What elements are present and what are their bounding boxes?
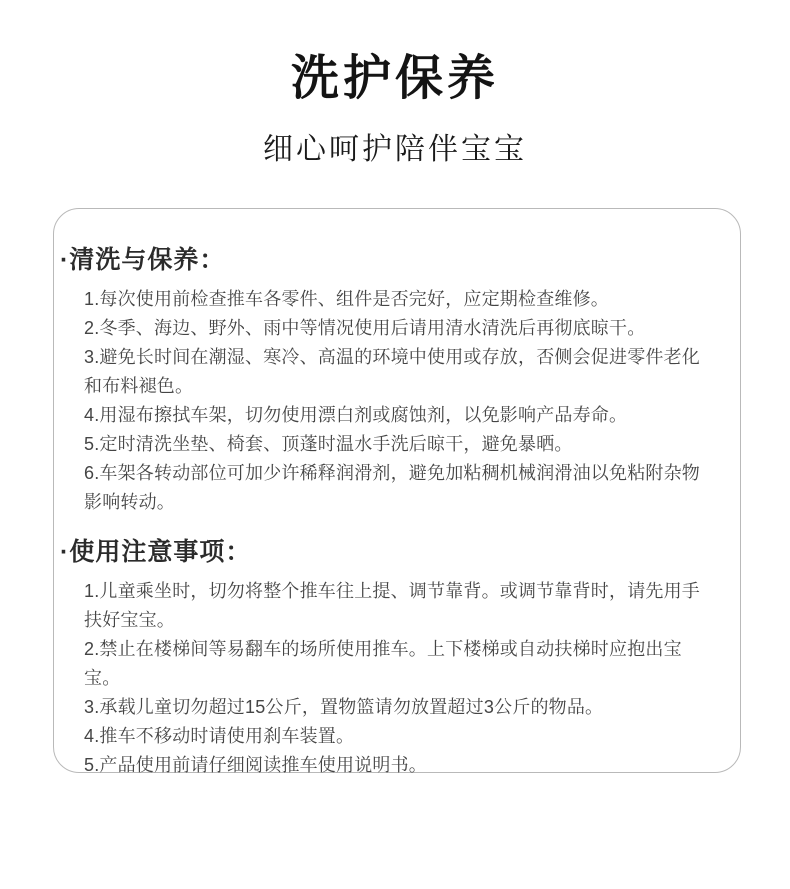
list-item: 4.用湿布擦拭车架，切勿使用漂白剂或腐蚀剂，以免影响产品寿命。 [84, 405, 628, 425]
list-item: 4.推车不移动时请使用刹车装置。 [84, 726, 355, 746]
bullet-dot: · [60, 246, 70, 274]
list-item: 2.冬季、海边、野外、雨中等情况使用后请用清水清洗后再彻底晾干。 [84, 318, 646, 338]
list-item: 2.禁止在楼梯间等易翻车的场所使用推车。上下楼梯或自动扶梯时应抱出宝宝。 [84, 639, 682, 688]
cleaning-care-list [60, 285, 714, 517]
usage-precautions-list [60, 577, 714, 780]
section-heading-label: 使用注意事项： [69, 538, 252, 566]
list-item: 5.产品使用前请仔细阅读推车使用说明书。 [84, 755, 428, 775]
section-cleaning-and-care [60, 243, 714, 517]
list-item: 6.车架各转动部位可加少许稀释润滑剂，避免加粘稠机械润滑油以免粘附杂物影响转动。 [84, 463, 701, 512]
section-heading [60, 243, 714, 277]
list-item: 1.每次使用前检查推车各零件、组件是否完好，应定期检查维修。 [84, 289, 610, 309]
section-usage-precautions [60, 535, 714, 780]
list-item: 3.避免长时间在潮湿、寒冷、高温的环境中使用或存放，否侧会促进零件老化和布料褪色。 [84, 347, 701, 396]
section-heading [60, 535, 714, 569]
bullet-dot: · [60, 538, 70, 566]
page-subtitle: 细心呵护陪伴宝宝 [263, 133, 527, 166]
care-instructions-card [53, 208, 741, 773]
page-title: 洗护保养 [290, 52, 499, 105]
list-item: 1.儿童乘坐时，切勿将整个推车往上提、调节靠背。或调节靠背时，请先用手扶好宝宝。 [84, 581, 701, 630]
list-item: 3.承载儿童切勿超过15公斤，置物篮请勿放置超过3公斤的物品。 [84, 697, 604, 717]
section-heading-label: 清洗与保养： [69, 246, 226, 274]
list-item: 5.定时清洗坐垫、椅套、顶蓬时温水手洗后晾干，避免暴晒。 [84, 434, 573, 454]
